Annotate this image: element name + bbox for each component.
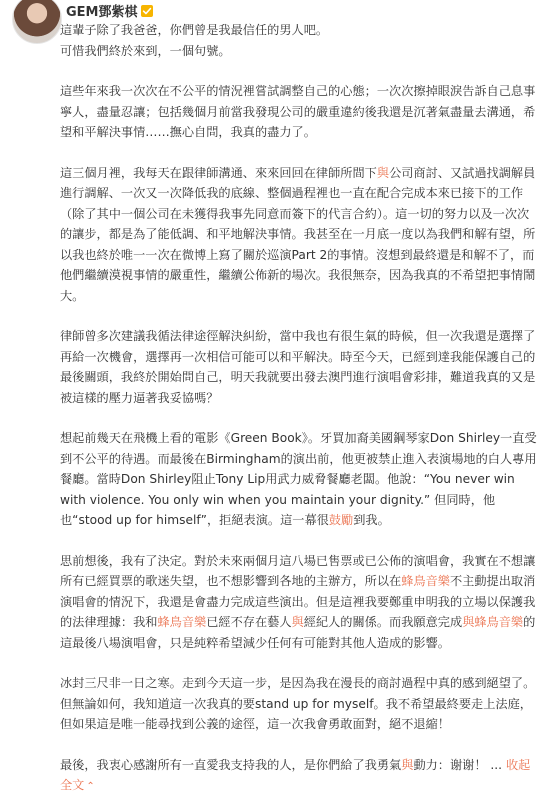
paragraph-text: 冰封三尺非一日之寒。走到今天這一步，是因為我在漫長的商討過程中真的感到絕望了。但無論如何，我知道這一次我真的要stand up for myself。我不希望最終要走上法庭，但如果這是唯一能尋找到公義的途徑，這一次我會勇敢面對，絕不退縮！: [60, 676, 536, 731]
paragraph-8: [60, 755, 540, 798]
avatar[interactable]: [12, 0, 62, 44]
paragraph-3: [60, 163, 540, 307]
paragraph-text: 這三個月裡，我每天在跟律師溝通、來來回回在律師所間下與公司商討、又試過找調解員進行調解、一次又一次降低我的底線、整個過程裡也一直在配合完成本來已接下的工作（除了其中一個公司在未獲得我事先同意而簽下的代言合約）。這一切的努力以及一次次的讓步，都是為了能低調、和平地解決事情。我甚至在一月底一度以為我們和解有望，所以我也終於唯一一次在微博上寫了關於巡演Part 2的事情。沒想到最終還是和解不了，而他們繼續漠視事情的嚴重性，繼續公佈新的場次。我很無奈，因為我真的不希望把事情鬧大。: [60, 165, 536, 303]
verified-badge-icon: [141, 5, 153, 17]
paragraph-2: [60, 81, 540, 143]
paragraph-text: 律師曾多次建議我循法律途徑解決糾紛，當中我也有很生氣的時候，但一次我還是選擇了再給一次機會，選擇再一次相信可能可以和平解決。時至今天，已經到達我能保護自己的最後關頭，我終於開始問自己，明天我就要出發去澳門進行演唱會彩排，難道我真的又是被這樣的壓力逼著我妥協嗎？: [60, 329, 536, 405]
post-body: [60, 20, 540, 798]
paragraph-6: [60, 551, 540, 654]
paragraph-text: 思前想後，我有了決定。對於未來兩個月這八場已售票或已公佈的演唱會，我實在不想讓所有已經買票的歌迷失望，也不想影響到各地的主辦方，所以在蜂鳥音樂不主動提出取消演唱會的情況下，我還是會盡力完成這些演出。但是這裡我要鄭重申明我的立場以保護我的法律理據：我和蜂鳥音樂已經不存在藝人與經紀人的關係。而我願意完成與蜂鳥音樂的這最後八場演唱會，只是純粹希望減少任何有可能對其他人造成的影響。: [60, 553, 536, 650]
paragraph-4: [60, 326, 540, 408]
paragraph-text: 最後，我衷心感謝所有一直愛我支持我的人，是你們給了我勇氣與動力：谢谢！ ... 收起全文 ⌃: [60, 755, 540, 798]
highlighted-term: 與: [376, 165, 390, 180]
collapse-text-link[interactable]: 收起全文 ⌃: [60, 758, 530, 793]
paragraph-text: 可惜我們終於來到，一個句號。: [60, 43, 231, 58]
paragraph-text: 這些年來我一次次在不公平的情況裡嘗試調整自己的心態；一次次擦掉眼淚告訴自己息事寧人，盡量忍讓；包括幾個月前當我發現公司的嚴重違約後我還是沉著氣盡量去溝通，希望和平解決事情……撫心自問，我真的盡力了。: [60, 84, 536, 139]
paragraph-7: [60, 673, 540, 735]
highlighted-term: 鼓勵: [328, 513, 354, 527]
highlighted-term: 與: [291, 615, 304, 629]
chevron-up-icon: ⌃: [86, 781, 95, 792]
paragraph-5: [60, 428, 540, 531]
highlighted-term: 與: [462, 615, 475, 629]
highlighted-term: 蜂鳥音樂: [474, 615, 524, 629]
paragraph-text: 這輩子除了我爸爸，你們曾是我最信任的男人吧。: [60, 23, 329, 37]
highlighted-term: 蜂鳥音樂: [401, 574, 450, 588]
author-name-text[interactable]: GEM鄧紫棋: [66, 5, 138, 20]
author-name[interactable]: [66, 1, 153, 20]
highlighted-term: 與: [401, 757, 414, 772]
highlighted-term: 蜂鳥音樂: [157, 615, 207, 629]
paragraph-1: [60, 20, 540, 61]
paragraph-text: 想起前幾天在飛機上看的電影《Green Book》。牙買加裔美國鋼琴家Don Shirley一直受到不公平的待遇。而最後在Birmingham的演出前，他更被禁止進入表演場地的白人專用餐廳。當時Don Shirley阻止Tony Lip用武力威脅餐廳老闆。他說：“You never win with violence. You only win when you maintain your dignity.” 但同時，他也“stood up for himself”，拒絕表演。這一幕很鼓勵到我。: [60, 431, 537, 527]
